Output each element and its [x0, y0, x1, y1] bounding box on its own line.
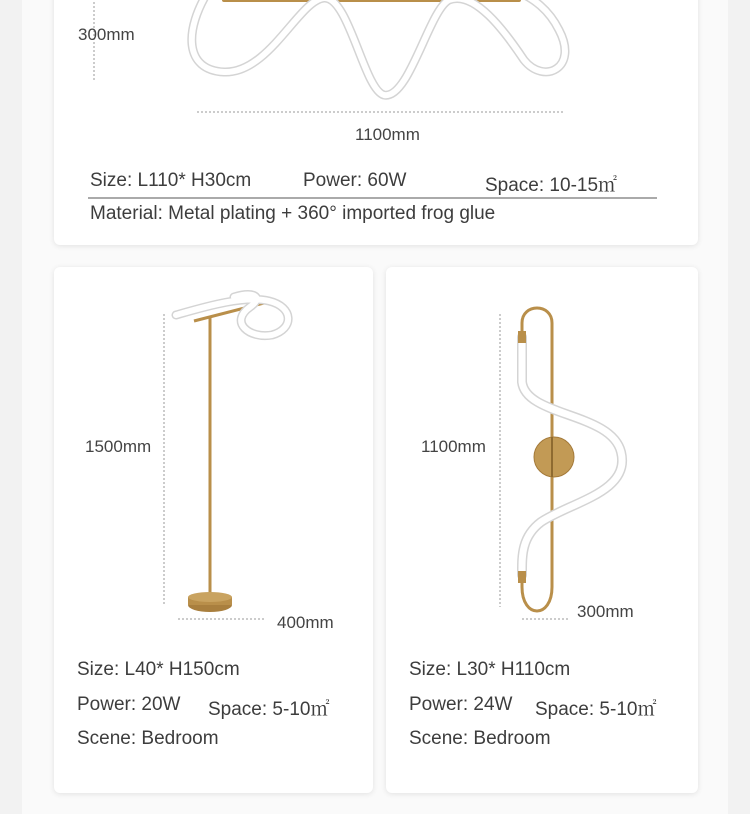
pendant-power-spec: Power: 60W [303, 170, 407, 191]
pendant-height-dimension: 300mm [78, 25, 135, 44]
wall-lamp-scene-spec: Scene: Bedroom [409, 728, 551, 749]
floor-lamp-base-dimension: 400mm [277, 613, 334, 632]
floor-lamp-space-spec: Space: 5-10㎡ [208, 699, 330, 720]
product-card-floor-lamp [54, 267, 373, 793]
floor-lamp-height-dimension: 1500mm [85, 437, 152, 456]
wall-lamp-space-spec: Space: 5-10㎡ [535, 699, 657, 720]
floor-lamp-power-spec: Power: 20W [77, 694, 181, 715]
wall-lamp-height-dimension: 1100mm [421, 437, 486, 456]
product-card-wall-lamp [386, 267, 698, 793]
wall-lamp-width-dimension: 300mm [577, 602, 634, 621]
pendant-space-spec: Space: 10-15㎡ [485, 175, 618, 196]
wall-lamp-power-spec: Power: 24W [409, 694, 513, 715]
pendant-material-spec: Material: Metal plating + 360° imported frog glue [90, 203, 496, 224]
pendant-size-spec: Size: L110* H30cm [90, 170, 252, 191]
pendant-width-dimension: 1100mm [355, 125, 420, 144]
floor-lamp-scene-spec: Scene: Bedroom [77, 728, 219, 749]
floor-lamp-size-spec: Size: L40* H150cm [77, 659, 240, 680]
product-card-pendant [54, 0, 698, 245]
wall-lamp-size-spec: Size: L30* H110cm [409, 659, 571, 680]
